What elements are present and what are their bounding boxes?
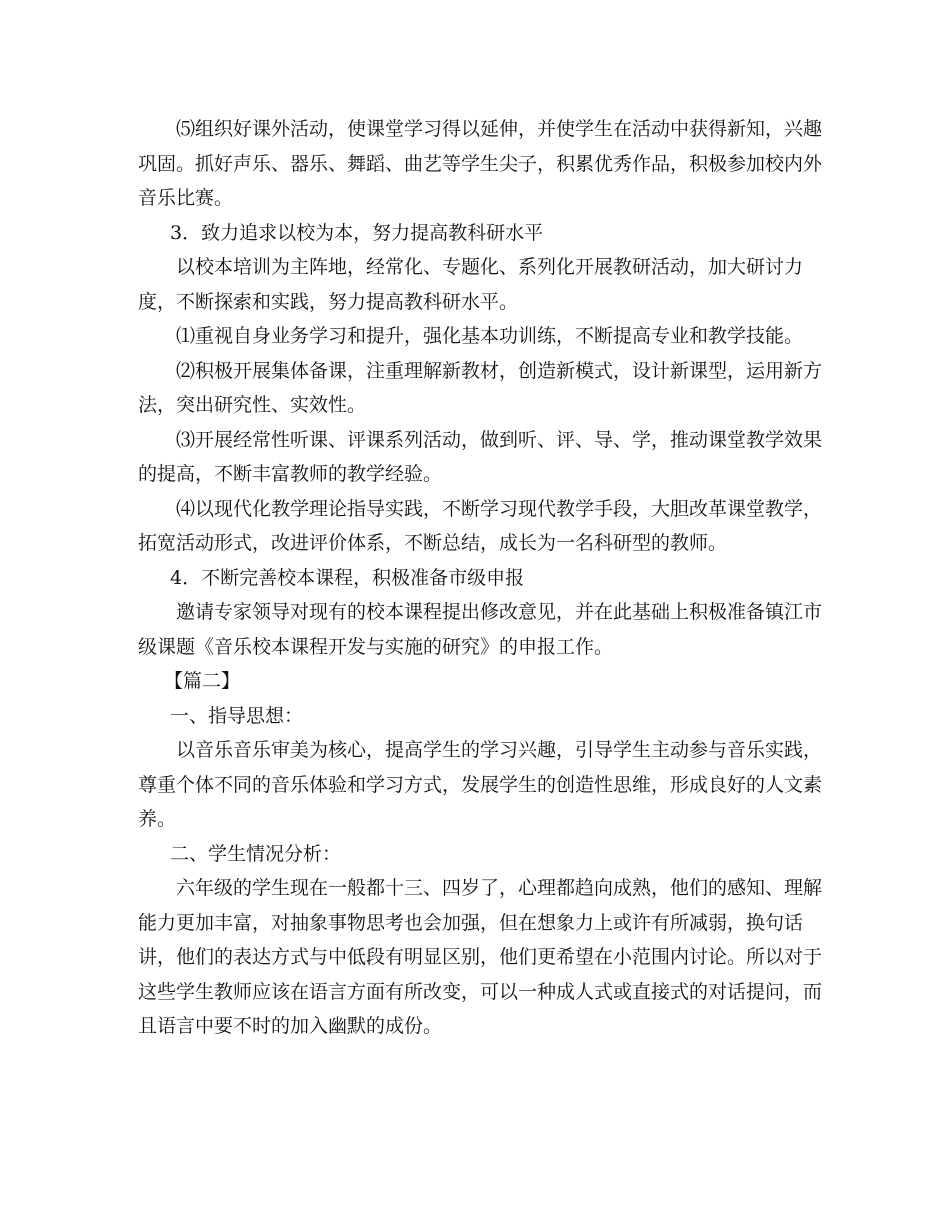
text-line: ⑶开展经常性听课、评课系列活动，做到听、评、导、学，推动课堂教学效果 [176, 428, 823, 451]
text-line: ⑵积极开展集体备课，注重理解新教材，创造新模式，设计新课型，运用新方 [176, 359, 823, 382]
paragraph-activities [138, 112, 823, 216]
text-line: 且语言中要不时的加入幽默的成份。 [138, 1015, 443, 1037]
text-line: 4．不断完善校本课程，积极准备市级申报 [170, 566, 525, 589]
text-line: 以音乐音乐审美为核心，提高学生的学习兴趣，引导学生主动参与音乐实践， [176, 739, 823, 761]
paragraph-student-analysis [138, 871, 823, 1044]
text-line: 二、学生情况分析： [170, 842, 342, 865]
text-line: 的提高，不断丰富教师的教学经验。 [138, 463, 443, 485]
text-line: 拓宽活动形式，改进评价体系，不断总结，成长为一名科研型的教师。 [138, 532, 728, 554]
paragraph-expert-review [138, 595, 823, 664]
text-line: 3．致力追求以校为本，努力提高教科研水平 [170, 221, 544, 244]
text-line: 邀请专家领导对现有的校本课程提出修改意见，并在此基础上积极准备镇江市 [176, 601, 823, 623]
text-line: ⑷以现代化教学理论指导实践，不断学习现代教学手段，大胆改革课堂教学， [176, 497, 823, 520]
paragraph-item-4 [138, 492, 823, 561]
text-line: 音乐比赛。 [138, 187, 234, 209]
text-line: ⑴重视自身业务学习和提升，强化基本功训练，不断提高专业和教学技能。 [176, 325, 804, 347]
text-line: 讲，他们的表达方式与中低段有明显区别，他们更希望在小范围内讨论。所以对于 [138, 946, 823, 968]
section-heading-4 [138, 561, 818, 596]
text-line: 巩固。抓好声乐、器乐、舞蹈、曲艺等学生尖子，积累优秀作品，积极参加校内外 [138, 152, 823, 175]
section-heading-student-analysis [138, 837, 818, 872]
text-line: 以校本培训为主阵地，经常化、专题化、系列化开展教研活动，加大研讨力 [176, 256, 804, 278]
text-line: ⑸组织好课外活动，使课堂学习得以延伸，并使学生在活动中获得新知，兴趣 [176, 118, 823, 140]
text-line: 【篇二】 [164, 670, 241, 692]
document-page [138, 112, 823, 1044]
text-line: 这些学生教师应该在语言方面有所改变，可以一种成人式或直接式的对话提问，而 [138, 980, 823, 1003]
paragraph-item-3 [138, 423, 823, 492]
text-line: 六年级的学生现在一般都十三、四岁了，心理都趋向成熟，他们的感知、理解 [176, 877, 823, 899]
text-line: 法，突出研究性、实效性。 [138, 394, 367, 416]
text-line: 级课题《音乐校本课程开发与实施的研究》的申报工作。 [138, 635, 614, 658]
paragraph-item-2 [138, 354, 823, 423]
paragraph-school-training [138, 250, 818, 319]
paragraph-guiding-idea [138, 733, 823, 837]
paragraph-item-1 [138, 319, 818, 354]
text-line: 能力更加丰富，对抽象事物思考也会加强，但在想象力上或许有所减弱，换句话 [138, 911, 804, 934]
section-heading-guiding-idea [138, 699, 818, 734]
text-line: 尊重个体不同的音乐体验和学习方式，发展学生的创造性思维，形成良好的人文素 [138, 773, 823, 796]
chapter-heading-part2 [138, 664, 818, 699]
text-line: 一、指导思想： [170, 704, 304, 727]
text-line: 度，不断探索和实践，努力提高教科研水平。 [138, 290, 519, 313]
section-heading-3 [138, 216, 818, 251]
text-line: 养。 [138, 808, 177, 830]
